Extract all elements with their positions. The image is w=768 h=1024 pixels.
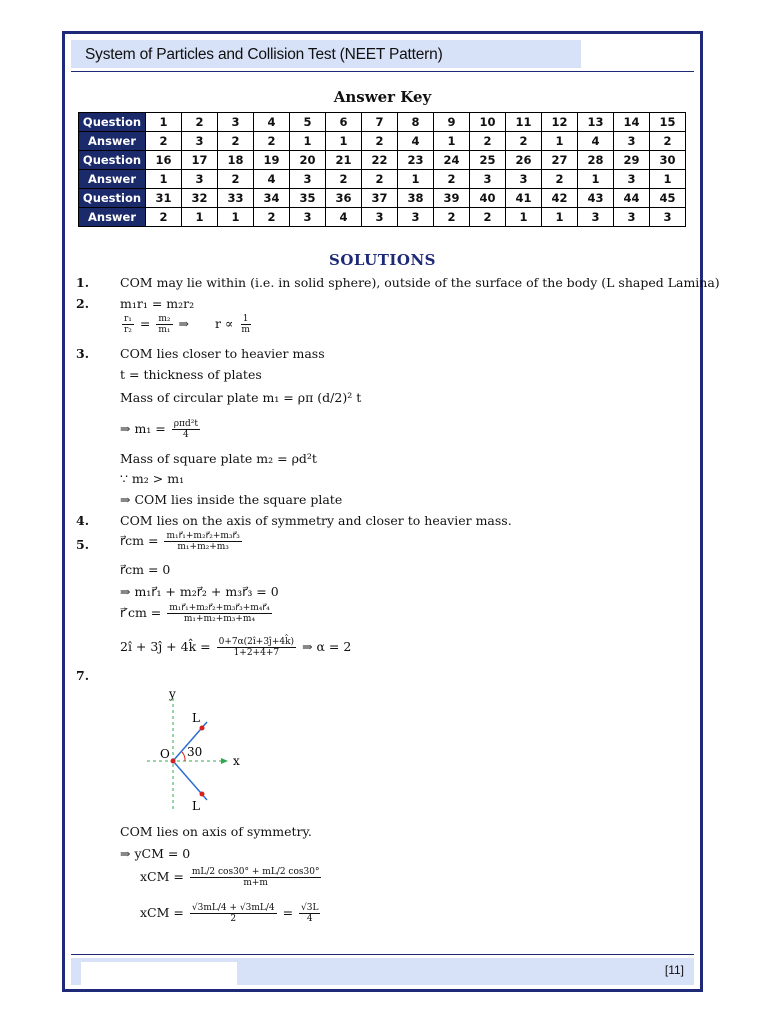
answer-cell: 2 xyxy=(254,132,290,151)
lower-rod-point xyxy=(200,792,205,797)
question-cell: 7 xyxy=(362,113,398,132)
fraction: $\frac{\text{m₁r⃗₁+m₂r⃗₂+m₃r⃗₃+m₄r⃗₄}}{\text{m₁+m₂+m₃+m₄}}$ xyxy=(169,603,270,624)
answer-cell: 2 xyxy=(362,170,398,189)
answer-cell: 1 xyxy=(398,170,434,189)
answer-cell: 3 xyxy=(506,170,542,189)
footer-blank xyxy=(81,962,237,985)
answer-cell: 2 xyxy=(218,170,254,189)
question-cell: 44 xyxy=(614,189,650,208)
answer-row xyxy=(79,208,686,227)
solution-number: 1. xyxy=(76,275,90,290)
answer-cell: 1 xyxy=(326,132,362,151)
equation: ⇒ m₁r⃗₁ + m₂r⃗₂ + m₃r⃗₃ = 0 xyxy=(120,584,279,599)
fraction: $\frac{\text{m₁r⃗₁+m₂r⃗₂+m₃r⃗₃}}{\text{m₁+m₂+m₃}}$ xyxy=(166,531,240,552)
question-cell: 21 xyxy=(326,151,362,170)
question-cell: 17 xyxy=(182,151,218,170)
fraction: $\frac{1}{m}$ xyxy=(241,314,250,335)
answer-cell: 3 xyxy=(650,208,686,227)
question-cell: 8 xyxy=(398,113,434,132)
answer-cell: 3 xyxy=(182,132,218,151)
solution-text: Mass of square plate m₂ = ρd²t xyxy=(120,451,317,466)
row-label: Question xyxy=(79,189,146,208)
row-label: Answer xyxy=(79,208,146,227)
equation: ⇒ m₁ = $\frac{\text{ρπd²t}}{4}$ xyxy=(120,419,198,440)
answer-cell: 3 xyxy=(182,170,218,189)
answer-cell: 1 xyxy=(542,132,578,151)
equation: 2î + 3ĵ + 4k̂ = $\frac{0+7\alpha(2î+3ĵ+4k̂)}{1+2+4+7}$ ⇒ α = 2 xyxy=(120,637,352,658)
answer-cell: 4 xyxy=(326,208,362,227)
answer-cell: 2 xyxy=(650,132,686,151)
answer-key-table xyxy=(78,112,686,227)
answer-cell: 1 xyxy=(578,170,614,189)
page-title: System of Particles and Collision Test (NEET Pattern) xyxy=(85,46,443,63)
answer-cell: 2 xyxy=(470,208,506,227)
answer-cell: 2 xyxy=(146,208,182,227)
question-cell: 20 xyxy=(290,151,326,170)
answer-cell: 3 xyxy=(614,208,650,227)
solutions-title: SOLUTIONS xyxy=(329,251,436,269)
question-cell: 3 xyxy=(218,113,254,132)
answer-cell: 3 xyxy=(290,170,326,189)
row-label: Answer xyxy=(79,170,146,189)
question-cell: 42 xyxy=(542,189,578,208)
solution-number: 7. xyxy=(76,668,90,683)
answer-cell: 1 xyxy=(542,208,578,227)
footer-bar xyxy=(71,958,694,985)
answer-row xyxy=(79,170,686,189)
solution-text: COM lies closer to heavier mass xyxy=(120,346,325,361)
answer-cell: 1 xyxy=(290,132,326,151)
fraction: $\frac{mL/2 \cos 30^\circ + mL/2 \cos 30^\circ}{m+m}$ xyxy=(191,867,320,888)
question-cell: 41 xyxy=(506,189,542,208)
upper-rod-point xyxy=(200,726,205,731)
rod-diagram xyxy=(145,684,285,814)
question-cell: 34 xyxy=(254,189,290,208)
header-divider xyxy=(71,71,694,72)
answer-cell: 3 xyxy=(290,208,326,227)
question-cell: 18 xyxy=(218,151,254,170)
question-cell: 31 xyxy=(146,189,182,208)
fraction: $\frac{\text{ρπd²t}}{4}$ xyxy=(173,419,198,440)
question-cell: 12 xyxy=(542,113,578,132)
question-cell: 9 xyxy=(434,113,470,132)
equation: r⃗cm = 0 xyxy=(120,562,171,577)
solution-number: 4. xyxy=(76,513,90,528)
answer-cell: 1 xyxy=(434,132,470,151)
equation: xCM = $\frac{√3mL/4 + √3mL/4}{2}$ = $\frac{√3L}{4}$ xyxy=(140,903,319,924)
answer-cell: 2 xyxy=(146,132,182,151)
question-cell: 32 xyxy=(182,189,218,208)
answer-cell: 1 xyxy=(182,208,218,227)
question-cell: 26 xyxy=(506,151,542,170)
origin-point xyxy=(171,759,176,764)
solution-text: COM may lie within (i.e. in solid sphere), outside of the surface of the body (L shaped Lamina) xyxy=(120,275,720,290)
question-cell: 36 xyxy=(326,189,362,208)
fraction: $\frac{0+7\alpha(2î+3ĵ+4k̂)}{1+2+4+7}$ xyxy=(218,637,295,658)
angle-arc xyxy=(182,752,185,761)
question-cell: 29 xyxy=(614,151,650,170)
header-bar xyxy=(71,40,581,68)
question-row xyxy=(79,151,686,170)
answer-cell: 2 xyxy=(254,208,290,227)
answer-cell: 1 xyxy=(146,170,182,189)
answer-cell: 3 xyxy=(470,170,506,189)
answer-cell: 3 xyxy=(578,208,614,227)
equation: Mass of circular plate m₁ = ρπ (d/2)² t xyxy=(120,390,362,405)
solution-text: ∵ m₂ > m₁ xyxy=(120,471,185,486)
length-label-top: L xyxy=(192,711,200,725)
equation-ratio: $\frac{\text{r₁}}{\text{r₂}}$ = $\frac{\text{m₂}}{\text{m₁}}$ ⇒ r ∝ $\frac{1}{m}$ xyxy=(124,314,250,335)
question-cell: 5 xyxy=(290,113,326,132)
answer-cell: 2 xyxy=(434,208,470,227)
question-cell: 4 xyxy=(254,113,290,132)
page-number: [11] xyxy=(664,963,684,977)
question-cell: 45 xyxy=(650,189,686,208)
question-cell: 16 xyxy=(146,151,182,170)
question-cell: 24 xyxy=(434,151,470,170)
answer-cell: 2 xyxy=(434,170,470,189)
question-cell: 39 xyxy=(434,189,470,208)
solution-text: COM lies on axis of symmetry. xyxy=(120,824,312,839)
x-axis-arrow xyxy=(221,758,228,764)
question-cell: 38 xyxy=(398,189,434,208)
question-cell: 30 xyxy=(650,151,686,170)
fraction: $\frac{\text{m₂}}{\text{m₁}}$ xyxy=(158,314,171,335)
question-cell: 23 xyxy=(398,151,434,170)
equation: r⃗cm = $\frac{\text{m₁r⃗₁+m₂r⃗₂+m₃r⃗₃}}{\text{m₁+m₂+m₃}}$ xyxy=(120,531,240,552)
row-label: Question xyxy=(79,113,146,132)
question-cell: 11 xyxy=(506,113,542,132)
fraction: $\frac{\text{r₁}}{\text{r₂}}$ xyxy=(124,314,132,335)
solution-text: ⇒ COM lies inside the square plate xyxy=(120,492,343,507)
answer-cell: 2 xyxy=(470,132,506,151)
question-cell: 25 xyxy=(470,151,506,170)
answer-cell: 4 xyxy=(578,132,614,151)
question-cell: 40 xyxy=(470,189,506,208)
question-cell: 43 xyxy=(578,189,614,208)
question-cell: 35 xyxy=(290,189,326,208)
angle-label: 30 xyxy=(187,745,203,759)
answer-cell: 2 xyxy=(326,170,362,189)
answer-cell: 3 xyxy=(398,208,434,227)
question-cell: 22 xyxy=(362,151,398,170)
answer-cell: 2 xyxy=(218,132,254,151)
solution-number: 5. xyxy=(76,537,90,552)
question-cell: 27 xyxy=(542,151,578,170)
question-row xyxy=(79,113,686,132)
answer-cell: 2 xyxy=(542,170,578,189)
row-label: Question xyxy=(79,151,146,170)
equation: ⇒ yCM = 0 xyxy=(120,846,191,861)
question-cell: 37 xyxy=(362,189,398,208)
page-frame xyxy=(62,31,720,992)
equation: r⃗′cm = $\frac{\text{m₁r⃗₁+m₂r⃗₂+m₃r⃗₃+m₄r⃗₄}}{\text{m₁+m₂+m₃+m₄}}$ xyxy=(120,603,270,624)
question-cell: 13 xyxy=(578,113,614,132)
footer-divider xyxy=(71,954,694,955)
answer-cell: 1 xyxy=(506,208,542,227)
y-label: y xyxy=(169,687,176,701)
solution-number: 3. xyxy=(76,346,90,361)
answer-cell: 4 xyxy=(254,170,290,189)
fraction: $\frac{√3mL/4 + √3mL/4}{2}$ xyxy=(191,903,275,924)
answer-cell: 2 xyxy=(506,132,542,151)
length-label-bottom: L xyxy=(192,799,200,813)
question-cell: 33 xyxy=(218,189,254,208)
answer-cell: 2 xyxy=(362,132,398,151)
origin-label: O xyxy=(160,747,170,761)
question-cell: 14 xyxy=(614,113,650,132)
equation: xCM = $\frac{mL/2 \cos 30^\circ + mL/2 \cos 30^\circ}{m+m}$ xyxy=(140,867,320,888)
answer-key-title: Answer Key xyxy=(333,88,432,106)
answer-cell: 3 xyxy=(362,208,398,227)
question-row xyxy=(79,189,686,208)
answer-cell: 3 xyxy=(614,132,650,151)
question-cell: 28 xyxy=(578,151,614,170)
question-cell: 15 xyxy=(650,113,686,132)
solution-number: 2. xyxy=(76,296,90,311)
question-cell: 6 xyxy=(326,113,362,132)
x-label: x xyxy=(233,754,240,768)
answer-cell: 1 xyxy=(218,208,254,227)
question-cell: 19 xyxy=(254,151,290,170)
equation: m₁r₁ = m₂r₂ xyxy=(120,296,195,311)
solution-text: t = thickness of plates xyxy=(120,367,262,382)
answer-row xyxy=(79,132,686,151)
fraction: $\frac{√3L}{4}$ xyxy=(301,903,319,924)
answer-cell: 1 xyxy=(650,170,686,189)
question-cell: 10 xyxy=(470,113,506,132)
question-cell: 1 xyxy=(146,113,182,132)
solution-text: COM lies on the axis of symmetry and closer to heavier mass. xyxy=(120,513,512,528)
row-label: Answer xyxy=(79,132,146,151)
answer-cell: 4 xyxy=(398,132,434,151)
question-cell: 2 xyxy=(182,113,218,132)
answer-cell: 3 xyxy=(614,170,650,189)
